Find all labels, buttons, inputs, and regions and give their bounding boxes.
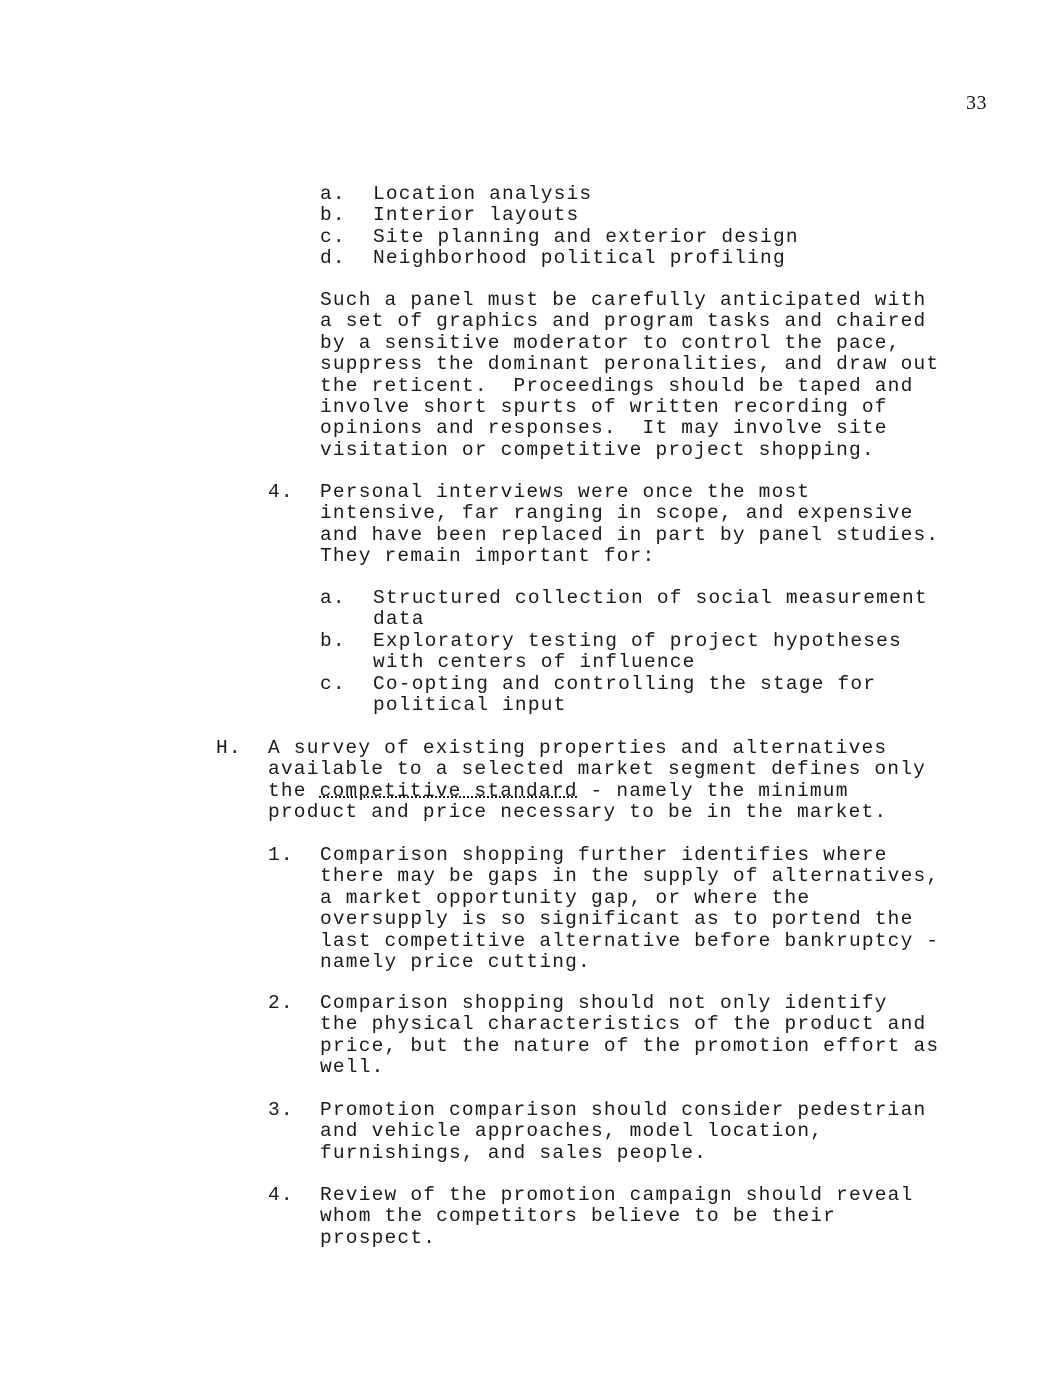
paragraph-line: involve short spurts of written recording of: [320, 395, 888, 418]
paragraph-line: intensive, far ranging in scope, and expensive: [320, 502, 914, 525]
panel-paragraph: [320, 290, 939, 461]
paragraph-line: there may be gaps in the supply of alternatives,: [320, 865, 940, 888]
paragraph-line: well.: [320, 1056, 385, 1079]
list-marker: b.: [320, 630, 346, 652]
list-item-text: Location analysis: [373, 183, 593, 205]
list-item-text: Neighborhood political profiling: [373, 247, 786, 269]
section-h-marker: H.: [216, 737, 242, 759]
page-number: 33: [966, 92, 987, 114]
list-marker: d.: [320, 247, 346, 269]
paragraph-line: and have been replaced in part by panel studies.: [320, 523, 940, 546]
paragraph-line: Personal interviews were once the most: [320, 481, 811, 503]
list-item-text: [320, 845, 939, 973]
paragraph-line: oversupply is so significant as to portend the: [320, 908, 914, 931]
paragraph-line: by a sensitive moderator to control the pace,: [320, 331, 901, 354]
list-marker: 1.: [268, 844, 294, 866]
list-marker: 3.: [268, 1099, 294, 1121]
paragraph-line: available to a selected market segment defines only: [268, 758, 926, 781]
text-span: the: [268, 779, 320, 802]
paragraph-line: and vehicle approaches, model location,: [320, 1120, 824, 1143]
paragraph-line: visitation or competitive project shopping.: [320, 438, 875, 461]
item-4-marker: 4.: [268, 481, 294, 503]
list-marker: c.: [320, 673, 346, 695]
paragraph-line: furnishings, and sales people.: [320, 1141, 708, 1164]
list-item-text: [320, 1100, 926, 1164]
paragraph-line: Exploratory testing of project hypotheses: [373, 630, 902, 652]
list-marker: c.: [320, 226, 346, 248]
list-item-text: [373, 631, 902, 674]
paragraph-line: a set of graphics and program tasks and chaired: [320, 310, 927, 333]
list-marker: 2.: [268, 992, 294, 1014]
list-item-text: [373, 674, 876, 717]
paragraph-line: Structured collection of social measurement: [373, 587, 928, 609]
list-item-text: Site planning and exterior design: [373, 226, 799, 248]
paragraph-line: with centers of influence: [373, 651, 696, 674]
paragraph-line: Promotion comparison should consider pedestrian: [320, 1099, 927, 1121]
underlined-term: competitive standard: [319, 779, 578, 802]
section-h-text: [268, 738, 926, 824]
paragraph-line: last competitive alternative before bankruptcy -: [320, 929, 940, 952]
paragraph-line: Co-opting and controlling the stage for: [373, 673, 877, 695]
paragraph-line: the physical characteristics of the product and: [320, 1013, 927, 1036]
paragraph-line: Such a panel must be carefully anticipated with: [320, 289, 927, 311]
list-marker: a.: [320, 587, 346, 609]
paragraph-line: product and price necessary to be in the market.: [268, 801, 888, 824]
paragraph-line: Review of the promotion campaign should reveal: [320, 1184, 914, 1206]
list-item-text: [373, 588, 928, 631]
paragraph-line: A survey of existing properties and alternatives: [268, 737, 888, 759]
paragraph-line: namely price cutting.: [320, 950, 591, 973]
item-4-text: [320, 482, 939, 568]
paragraph-line: political input: [373, 694, 567, 717]
paragraph-line: Comparison shopping further identifies where: [320, 844, 888, 866]
list-item-text: [320, 993, 939, 1079]
paragraph-line: suppress the dominant peronalities, and draw out: [320, 353, 940, 376]
paragraph-line: data: [373, 608, 425, 631]
paragraph-line: the reticent. Proceedings should be taped and: [320, 374, 914, 397]
paragraph-line: prospect.: [320, 1226, 437, 1249]
paragraph-line: price, but the nature of the promotion effort as: [320, 1034, 940, 1057]
text-span: - namely the minimum: [577, 779, 849, 802]
paragraph-line: whom the competitors believe to be their: [320, 1205, 837, 1228]
paragraph-line: a market opportunity gap, or where the: [320, 886, 811, 909]
list-marker: a.: [320, 183, 346, 205]
paragraph-line: opinions and responses. It may involve site: [320, 417, 888, 440]
list-item-text: Interior layouts: [373, 204, 580, 226]
paragraph-line: [268, 781, 926, 802]
paragraph-line: They remain important for:: [320, 545, 656, 568]
list-item-text: [320, 1185, 914, 1249]
list-marker: 4.: [268, 1184, 294, 1206]
list-marker: b.: [320, 204, 346, 226]
paragraph-line: Comparison shopping should not only identify: [320, 992, 888, 1014]
